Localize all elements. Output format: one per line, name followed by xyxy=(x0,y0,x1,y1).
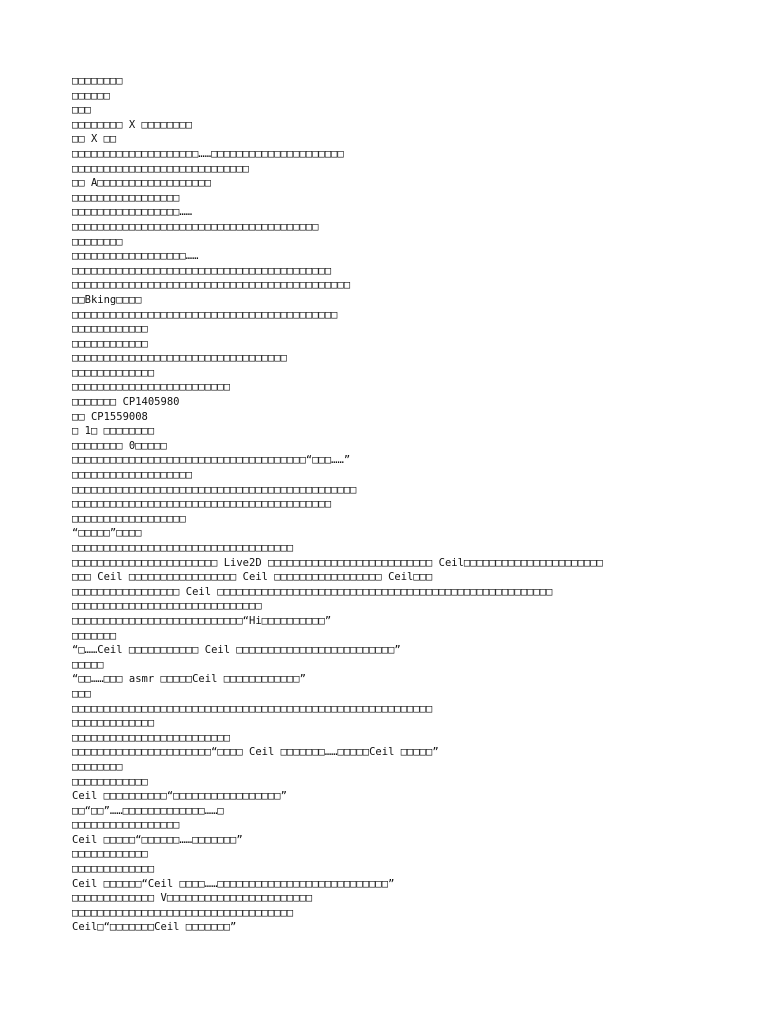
text-line: □□□□□□□□□□□□□□□□□□□ xyxy=(72,469,193,482)
text-line: □□□□□□□□□□□□□□□□□□□□……□□□□□□□□□□□□□□□□□□□□□ xyxy=(72,147,344,160)
text-line: □□Bking□□□□ xyxy=(72,293,142,306)
text-line: □□□□□□□□□□□□□□□□□□□□□□□□□ xyxy=(72,731,231,744)
text-line: □□□□□□□□ xyxy=(72,75,123,87)
text-line: □□□□□□□□□□□□□□□□□□□□□□□ Live2D □□□□□□□□□□□□□□□□□□□□□□□□□□ Ceil□□□□□□□□□□□□□□□□□□□□□□ xyxy=(72,556,604,569)
text-line: □□□□□□□□□□□□□□□□□□□□□□□□□□□□□□□□□□□□□“□□□……” xyxy=(72,454,351,467)
text-line: “□□□□□”□□□□ xyxy=(72,527,142,540)
text-line: □□□□□□□□□□□□□□□□□□□□□□□□□□□□□□□□□□□ xyxy=(72,906,294,919)
text-line: □□□□□□□□□□□□□ xyxy=(72,366,155,379)
text-line: □□□□□□□□□□□□□□□□□□□□□□□□□□□□ xyxy=(72,162,250,175)
text-line: □□□□□□□□□□□□□□□□□ xyxy=(72,191,180,204)
text-line: □ 1□ □□□□□□□□ xyxy=(72,425,155,438)
text-line: Ceil□“□□□□□□□Ceil □□□□□□□” xyxy=(72,921,237,934)
text-line: □□ A□□□□□□□□□□□□□□□□□□ xyxy=(72,177,212,190)
text-line: □□□□□□□□□□□□□□□□□□□□□□□□□□□□□□□□□□□□□□□□□ xyxy=(72,498,332,511)
text-line: □□□□□ xyxy=(72,658,104,671)
text-line: □□□□□□□□□□□□ xyxy=(72,323,148,336)
text-line: □□ X □□ xyxy=(72,133,117,146)
text-line: □□□ xyxy=(72,687,91,700)
text-line: □□□ xyxy=(72,104,91,117)
text-line: □□□□□□□□□□□□□□□□□□□□□□□□□□□□□□ xyxy=(72,600,262,613)
text-line: □□□□□□□□ xyxy=(72,235,123,248)
text-line: □□□□□□□□ X □□□□□□□□ xyxy=(72,118,193,131)
text-line: □□“□□”……□□□□□□□□□□□□□……□ xyxy=(72,804,224,817)
text-line: □□□□□□□□□□□□□□□□□ Ceil □□□□□□□□□□□□□□□□□□□□□□□□□□□□□□□□□□□□□□□□□□□□□□□□□□□□□ xyxy=(72,585,553,598)
text-line: Ceil □□□□□“□□□□□□……□□□□□□□” xyxy=(72,833,243,846)
reference-code: □□ CP1559008 xyxy=(72,410,148,423)
text-line: □□□□□□□□□□□□□ xyxy=(72,717,155,730)
text-line: □□□□□□□□□□□□□□□□□□□□□□□□□□□□□□□□□□□□□□□□□□ xyxy=(72,308,338,321)
text-line: □□□□□□□□□□□□□□□□□□□□□□□□□□□□□□□□□□□□□□□□□□□□□□□□□□□□□□□□□ xyxy=(72,702,433,715)
text-line: □□□□□□□□□□□□□□□□□□□□□□□□□□□□□□□□□□□□□□□□□□□□□ xyxy=(72,483,357,496)
text-line: □□□□□□□□□□□□□□□□□□□□□□□□□□□“Hi□□□□□□□□□□” xyxy=(72,614,332,627)
text-line: □□□ Ceil □□□□□□□□□□□□□□□□□ Ceil □□□□□□□□□□□□□□□□□ Ceil□□□ xyxy=(72,571,433,584)
text-line: □□□□□□ xyxy=(72,89,110,102)
reference-code: □□□□□□□ CP1405980 xyxy=(72,396,180,409)
text-line: □□□□□□□□□□□□ xyxy=(72,775,148,788)
text-line: “□……Ceil □□□□□□□□□□□ Ceil □□□□□□□□□□□□□□□□□□□□□□□□□” xyxy=(72,644,401,657)
text-line: □□□□□□□□□□□□□□□□□□□□□□□□□□□□□□□□□□□ xyxy=(72,542,294,554)
text-line: Ceil □□□□□□□□□□“□□□□□□□□□□□□□□□□□” xyxy=(72,790,287,803)
text-line: □□□□□□□□□□□□□□□□□□□□□□□□□□□□□□□□□□ xyxy=(72,352,287,365)
text-line: □□□□□□□□□□□□ xyxy=(72,848,148,861)
text-line: □□□□□□□□□□□□□□□□□ xyxy=(72,819,180,832)
text-line: □□□□□□□□□□□□□□□□□□□□□□□□□ xyxy=(72,381,231,394)
text-line: □□□□□□□□□□□□□□□□□□ xyxy=(72,512,186,525)
text-line: □□□□□□□ xyxy=(72,629,117,642)
text-line: □□□□□□□□□□□□□□□□□□□□□□□□□□□□□□□□□□□□□□□□□ xyxy=(72,264,332,277)
document-body xyxy=(72,74,712,935)
text-line: □□□□□□□□□□□□□□□□□□□□□□□□□□□□□□□□□□□□□□□□□□□□ xyxy=(72,279,351,292)
text-line: □□□□□□□□ 0□□□□□ xyxy=(72,439,167,452)
text-line: □□□□□□□□□□□□□□□□□□□□□□“□□□□ Ceil □□□□□□□……□□□□□Ceil □□□□□” xyxy=(72,746,439,759)
text-line: □□□□□□□□□□□□□□□□□□…… xyxy=(72,250,199,263)
text-line: □□□□□□□□□□□□□ xyxy=(72,863,155,876)
text-line: “□□……□□□ asmr □□□□□Ceil □□□□□□□□□□□□” xyxy=(72,673,306,686)
text-line: □□□□□□□□□□□□ xyxy=(72,337,148,350)
text-line: □□□□□□□□□□□□□□□□□□□□□□□□□□□□□□□□□□□□□□□ xyxy=(72,220,319,233)
text-line: □□□□□□□□□□□□□□□□□…… xyxy=(72,206,193,219)
text-line: □□□□□□□□ xyxy=(72,760,123,773)
text-line: □□□□□□□□□□□□□ V□□□□□□□□□□□□□□□□□□□□□□□ xyxy=(72,892,313,905)
text-line: Ceil □□□□□□“Ceil □□□□……□□□□□□□□□□□□□□□□□□□□□□□□□□□” xyxy=(72,877,395,890)
